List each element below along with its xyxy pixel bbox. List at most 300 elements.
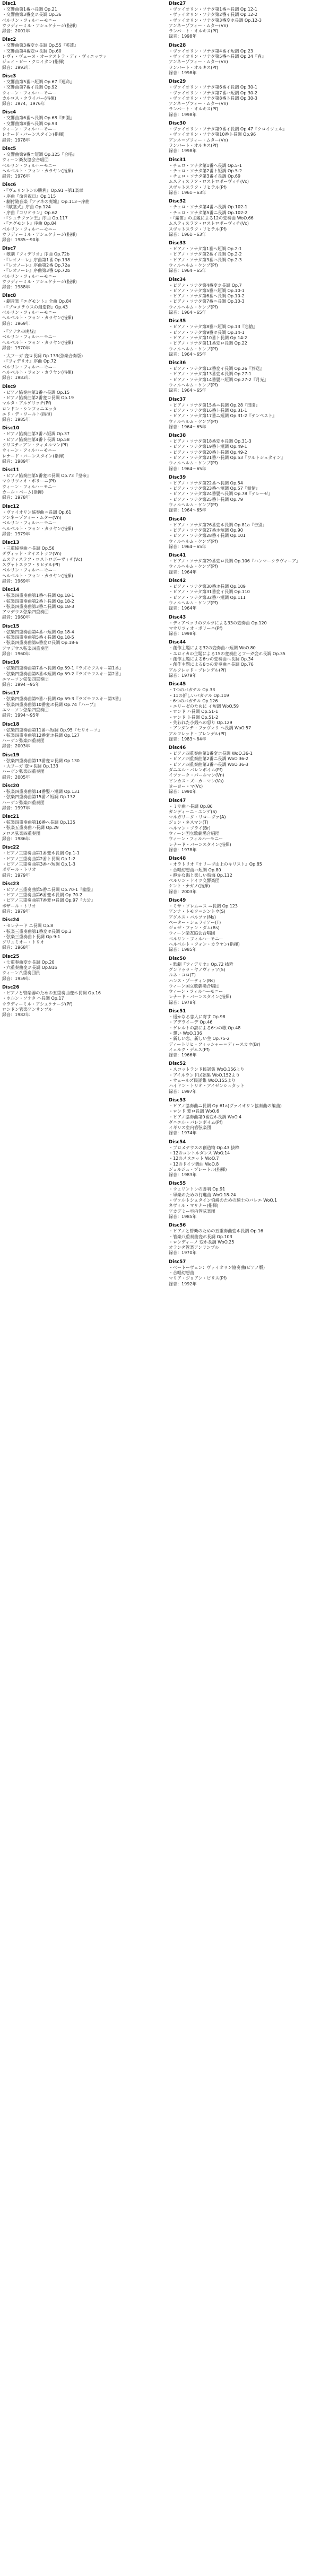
disc-line: ・ヴァイオリン協奏曲ニ長調 Op.61 bbox=[2, 509, 72, 515]
disc-line: 録音：1964〜65年 bbox=[169, 544, 206, 549]
disc-title: Disc49 bbox=[169, 898, 186, 903]
disc-line: ・ピアノ・ソナタ第7番ニ長調 Op.10-3 bbox=[169, 299, 245, 304]
disc-line: ・『ヴェリントンの勝利』Op.91〜第1楽章 bbox=[2, 188, 83, 193]
disc-line: ・ディアベッリのワルツによる33の変奏曲 Op.120 bbox=[169, 620, 267, 625]
disc-line: ボザール・トリオ bbox=[2, 867, 36, 872]
disc-line: 録音：1978年 bbox=[169, 847, 197, 852]
disc-line: アンネ＝ゾフィー・ムター(Vn) bbox=[169, 59, 228, 65]
disc-entry bbox=[169, 121, 328, 154]
disc-line: ベルリン・フィルハーモニー bbox=[2, 17, 57, 23]
disc-line: ・ピアノ・ソナタ第22番ヘ長調 Op.54 bbox=[169, 480, 243, 486]
disc-line: ハーゲン弦楽四重奏団 bbox=[2, 738, 45, 744]
disc-line: レナード・バーンスタイン(指揮) bbox=[169, 842, 231, 847]
disc-line: 録音：1998年 bbox=[169, 112, 197, 117]
disc-line: アルフレッド・ブレンデル(Pf) bbox=[169, 731, 227, 736]
disc-line: ウィーン・フィルハーモニー bbox=[2, 127, 57, 132]
disc-line: ・静かな海と楽しい航海 Op.112 bbox=[169, 872, 232, 878]
disc-line: 録音：1960年 bbox=[2, 651, 30, 656]
disc-line: アンネ＝ゾフィー・ムター(Vn) bbox=[169, 23, 228, 28]
disc-title: Disc4 bbox=[2, 110, 16, 116]
disc-entry bbox=[2, 954, 161, 982]
disc-line: ・合唱幻想曲ハ短調 Op.80 bbox=[169, 867, 221, 872]
disc-title: Disc25 bbox=[2, 954, 20, 959]
disc-line: ウィルヘルム・ケンプ(Pf) bbox=[169, 383, 218, 388]
disc-line: ・ヴァイオリン・ソナタ第1番ニ長調 Op.12-1 bbox=[169, 7, 257, 12]
disc-title: Disc42 bbox=[169, 578, 186, 584]
disc-line: ・ピアノ・ソナタ第27番ホ短調 Op.90 bbox=[169, 527, 243, 533]
disc-entry bbox=[2, 504, 161, 537]
disc-line: ・六重奏曲変ホ長調 Op.81b bbox=[2, 965, 57, 971]
disc-line: 録音：1964〜65年 bbox=[169, 268, 206, 274]
disc-title: Disc51 bbox=[169, 1009, 186, 1014]
disc-title: Disc20 bbox=[2, 783, 20, 789]
disc-line: ムスティスラフ・ロストロポーヴィチ(Vc) bbox=[169, 179, 249, 184]
disc-line: ・ヴァイオリン・ソナタ第3番変ホ長調 Op.12-3 bbox=[169, 17, 262, 23]
disc-line: ・チェロ・ソナタ第5番ニ長調 Op.102-2 bbox=[169, 210, 248, 215]
disc-entry bbox=[169, 1181, 328, 1220]
disc-title: Disc32 bbox=[169, 199, 186, 205]
disc-line: ベルリン・フィルハーモニー bbox=[2, 226, 57, 232]
disc-line: ・ピアノ三重奏曲第7番変ロ長調 Op.97『大公』 bbox=[2, 898, 96, 903]
disc-line: ・プロメテウスの創造物 Op.43 抜粋 bbox=[169, 1145, 239, 1150]
disc-line: ・交響曲第9番ニ短調 Op.125『合唱』 bbox=[2, 152, 77, 157]
disc-line: 録音：1970年 bbox=[169, 1250, 197, 1256]
disc-line: ・歌劇『フィデリオ』序曲 Op.72b bbox=[2, 252, 70, 257]
disc-line: ・弦楽四重奏曲第5番イ長調 Op.18-5 bbox=[2, 635, 74, 640]
disc-title: Disc29 bbox=[169, 79, 186, 85]
disc-line: ・七重奏曲変ホ長調 Op.20 bbox=[2, 959, 55, 965]
disc-line: スヴャトスラフ・リヒテル(Pf) bbox=[2, 562, 60, 568]
disc-line: ・ヴァイオリン・ソナタ第2番イ長調 Op.12-2 bbox=[169, 12, 257, 17]
disc-line: 録音：1968年 bbox=[2, 945, 30, 950]
disc-line: ランバート・オルキス(Pf) bbox=[169, 107, 219, 112]
disc-line: マルガリータ・リローヴァ(A) bbox=[169, 815, 226, 820]
disc-entry bbox=[2, 146, 161, 179]
left-column bbox=[2, 1, 161, 1021]
disc-entry bbox=[2, 1, 161, 34]
disc-entry bbox=[169, 79, 328, 118]
disc-line: ウィーン楽友協会合唱団 bbox=[2, 157, 49, 163]
disc-line: レナード・バーンスタイン(指揮) bbox=[169, 994, 231, 1000]
disc-line: ・ピアノ協奏曲第5番変ホ長調 Op.73『皇帝』 bbox=[2, 473, 91, 479]
disc-line: 録音：2005年 bbox=[2, 774, 30, 780]
disc-line: ベルリン・フィルハーモニー bbox=[169, 936, 223, 941]
disc-entry bbox=[169, 319, 328, 357]
disc-line: ・7つのバガテル Op.33 bbox=[169, 687, 215, 693]
disc-line: 録音：1994〜95年 bbox=[2, 682, 40, 687]
disc-line: ・弦楽四重奏曲第11番ヘ短調 Op.95『セリオーソ』 bbox=[2, 727, 102, 733]
disc-entry bbox=[169, 856, 328, 895]
disc-line: イギリス室内管弦楽団 bbox=[169, 1125, 211, 1131]
disc-line: ・想い WoO.136 bbox=[169, 1030, 202, 1036]
disc-line: アンネ＝ゾフィー・ムター(Vn) bbox=[2, 515, 62, 520]
disc-title: Disc55 bbox=[169, 1181, 186, 1187]
disc-line: ・エリーゼのために イ短調 WoO.59 bbox=[169, 704, 239, 709]
disc-line: ・創作主題による6つの変奏曲ニ長調 Op.76 bbox=[169, 662, 254, 667]
disc-line: アルフレッド・ブレンデル(Pf) bbox=[169, 667, 227, 673]
disc-entry bbox=[169, 397, 328, 430]
disc-entry bbox=[169, 241, 328, 274]
disc-entry bbox=[2, 753, 161, 780]
disc-line: ・ピアノ・ソナタ第1番ヘ短調 Op.2-1 bbox=[169, 246, 242, 252]
disc-line: ヘルベルト・フォン・カラヤン(指揮) bbox=[2, 573, 73, 578]
disc-entry bbox=[169, 1, 328, 40]
disc-line: ・ピアノ・ソナタ第8番ハ短調 Op.13『悲愴』 bbox=[169, 324, 257, 330]
disc-line: ・ピアノ・ソナタ第23番ヘ短調 Op.57『熱情』 bbox=[169, 486, 260, 491]
disc-line: 録音：1989年 bbox=[2, 458, 30, 464]
disc-line: ・ロンド 変ロ長調 WoO.6 bbox=[169, 1109, 220, 1114]
disc-line: 録音：1985年 bbox=[2, 417, 30, 422]
disc-title: Disc9 bbox=[2, 384, 16, 390]
disc-line: 録音：1998年 bbox=[169, 631, 197, 637]
disc-line: スヴャトスラフ・リヒテル(Pf) bbox=[169, 184, 227, 190]
disc-line: ・ピアノ・ソナタ第29番変ロ長調 Op.106『ハンマークラヴィーア』 bbox=[169, 559, 300, 564]
disc-line: 録音：1994〜95年 bbox=[2, 713, 40, 718]
disc-line: ・12のコントルダンス WoO.14 bbox=[169, 1150, 230, 1155]
disc-line: ・ピアノ・ソナタ第17番ニ短調 Op.31-2『テンペスト』 bbox=[169, 413, 277, 419]
disc-line: 録音：1992年 bbox=[169, 1281, 197, 1286]
disc-title: Disc1 bbox=[2, 1, 16, 6]
disc-line: ムスティスラフ・ロストロポーヴィチ(Vc) bbox=[169, 221, 249, 226]
disc-line: ・交響曲第6番ヘ長調 Op.68『田園』 bbox=[2, 116, 74, 121]
disc-line: オランダ管楽アンサンブル bbox=[169, 1245, 219, 1250]
disc-line: ウィルヘルム・ケンプ(Pf) bbox=[169, 564, 218, 569]
disc-entry bbox=[169, 615, 328, 637]
disc-entry bbox=[169, 277, 328, 316]
disc-line: ・軍楽のための行進曲 WoO.18-24 bbox=[169, 1192, 236, 1197]
disc-line: マリア・ジョアン・ピリス(Pf) bbox=[169, 1276, 227, 1281]
disc-line: 録音：1969年 bbox=[2, 321, 30, 326]
disc-title: Disc19 bbox=[2, 752, 20, 758]
disc-line: ・ピアノと管楽のための五重奏曲変ホ長調 Op.16 bbox=[169, 1229, 263, 1234]
disc-line: ・大フーガ 変ロ長調 Op.133(弦楽合奏版) bbox=[2, 354, 83, 359]
disc-line: ・ピアノ・ソナタ第13番変ホ長調 Op.27-1 bbox=[169, 372, 252, 377]
disc-line: エド・デ・ワールト(指揮) bbox=[2, 411, 53, 417]
disc-title: Disc5 bbox=[2, 146, 16, 152]
disc-title: Disc22 bbox=[2, 845, 20, 851]
disc-line: ベルリン・フィルハーモニー bbox=[2, 521, 57, 526]
disc-line: ・交響曲第3番変ホ長調 Op.55『英雄』 bbox=[2, 43, 79, 48]
disc-line: ・ピアノ・ソナタ第3番ハ長調 Op.2-3 bbox=[169, 257, 242, 262]
disc-line: ベルリン・フィルハーモニー bbox=[2, 568, 57, 573]
disc-entry bbox=[2, 845, 161, 878]
disc-title: Disc11 bbox=[2, 467, 20, 473]
disc-line: ・ピアノ三重奏曲第1番変ホ長調 Op.1-1 bbox=[2, 851, 80, 856]
disc-line: ペーター・シュライアー(T) bbox=[169, 920, 221, 925]
disc-line: ダニエル・バレンボイム(Pf) bbox=[169, 1119, 223, 1125]
disc-line: ・ピアノ協奏曲第3番ハ短調 Op.37 bbox=[2, 431, 70, 437]
disc-line: スヴャトスラフ・リヒテル(Pf) bbox=[169, 226, 227, 232]
disc-line: ベルリン・フィルハーモニー bbox=[2, 334, 57, 340]
disc-line: ヘルマン・プライ(Br) bbox=[169, 825, 211, 831]
disc-line: ハンス・ゾーティン(Bs) bbox=[169, 978, 215, 983]
disc-line: ・『エグモント』序曲 Op.84 bbox=[2, 221, 57, 226]
disc-title: Disc13 bbox=[2, 540, 20, 546]
disc-entry bbox=[169, 798, 328, 853]
disc-line: ・『レオノーレ』序曲第3番 Op.72b bbox=[2, 268, 70, 274]
disc-entry bbox=[2, 783, 161, 811]
disc-title: Disc18 bbox=[2, 721, 20, 727]
disc-line: ・ピアノ・ソナタ第32番ハ短調 Op.111 bbox=[169, 595, 246, 600]
disc-title: Disc6 bbox=[2, 182, 16, 188]
disc-entry bbox=[2, 587, 161, 620]
disc-line: ウィルヘルム・ケンプ(Pf) bbox=[169, 419, 218, 424]
disc-entry bbox=[2, 426, 161, 464]
disc-line: ボザール・トリオ bbox=[2, 903, 36, 908]
disc-title: Disc39 bbox=[169, 474, 186, 480]
disc-line: ・弦楽三重奏曲ト長調 Op.9-1 bbox=[2, 934, 60, 939]
disc-entry bbox=[2, 660, 161, 687]
disc-title: Disc46 bbox=[169, 745, 186, 751]
disc-title: Disc2 bbox=[2, 37, 16, 43]
disc-line: ・交響曲第3番変ホ長調 Op.36 bbox=[2, 12, 62, 17]
disc-line: ウィルヘルム・ケンプ(Pf) bbox=[169, 461, 218, 466]
disc-line: ウラディーミル・アシュケナージ(指揮) bbox=[2, 23, 77, 28]
disc-entry bbox=[2, 293, 161, 381]
disc-entry bbox=[2, 691, 161, 718]
disc-line: ・弦楽四重奏曲第13番変ロ長調 Op.130 bbox=[2, 758, 80, 763]
disc-line: ネヴィル・マリナー(指揮) bbox=[169, 1203, 219, 1208]
disc-line: 録音：1974、1976年 bbox=[2, 101, 45, 107]
disc-line: ダヴィッド・オイストラフ(Vn) bbox=[2, 551, 62, 557]
disc-entry bbox=[2, 182, 161, 243]
disc-entry bbox=[169, 745, 328, 795]
disc-line: 録音：1997年 bbox=[169, 1089, 197, 1094]
disc-line: 録音：1959年 bbox=[2, 976, 30, 981]
disc-title: Disc7 bbox=[2, 246, 16, 252]
disc-title: Disc27 bbox=[169, 1, 186, 6]
disc-title: Disc34 bbox=[169, 277, 186, 283]
disc-line: 録音：1979年 bbox=[169, 673, 197, 678]
disc-line: ウィーン・フィルハーモニー bbox=[2, 484, 57, 489]
disc-entry bbox=[169, 199, 328, 237]
disc-line: ヘルベルト・フォン・カラヤン(指揮) bbox=[2, 168, 73, 173]
disc-title: Disc3 bbox=[2, 73, 16, 79]
disc-line: 録音：1990年 bbox=[169, 789, 197, 795]
disc-title: Disc37 bbox=[169, 396, 186, 402]
disc-line: グンドゥラ・ヤノヴィッツ(S) bbox=[169, 967, 226, 972]
disc-line: ウィーン国立歌劇場合唱団 bbox=[169, 831, 220, 836]
disc-line: 録音：2003年 bbox=[2, 744, 30, 749]
disc-line: ・交響曲第7番イ長調 Op.92 bbox=[2, 85, 57, 90]
disc-line: アグネス・バルツァ(Ms) bbox=[169, 914, 216, 920]
disc-line: ウィルヘルム・ケンプ(Pf) bbox=[169, 502, 218, 508]
disc-line: ウィーン国立歌劇場合唱団 bbox=[169, 983, 220, 989]
disc-line: ・『献堂式』序曲 Op.124 bbox=[2, 205, 51, 210]
disc-line: 録音：1983年 bbox=[169, 1172, 197, 1178]
disc-line: 録音：1978年 bbox=[2, 137, 30, 143]
disc-line: ・ピアノ四重奏曲第1番変ホ長調 WoO.36-1 bbox=[169, 751, 253, 756]
disc-line: 録音：1979年 bbox=[2, 909, 30, 914]
disc-line: 録音：1964〜65年 bbox=[169, 508, 206, 513]
disc-line: ・新しい恋、新しい生 Op.75-2 bbox=[169, 1036, 230, 1042]
disc-line: 録音：1979年 bbox=[2, 531, 30, 536]
disc-line: ・チェロ・ソナタ第1番ヘ長調 Op.5-1 bbox=[169, 163, 242, 168]
disc-line: ・『レオノーレ』序曲第2番 Op.72a bbox=[2, 262, 70, 268]
disc-line: ・ヴァイオリン・ソナタ第4番イ短調 Op.23 bbox=[169, 48, 254, 54]
disc-line: アカデミー室内管弦楽団 bbox=[169, 1208, 215, 1214]
disc-entry bbox=[169, 1098, 328, 1136]
disc-line: ・ピアノ協奏曲第1番ハ長調 Op.15 bbox=[2, 390, 70, 395]
disc-line: ・『魔笛』の主題による12の変奏曲 WoO.66 bbox=[169, 215, 254, 220]
disc-line: 録音：1976年 bbox=[2, 174, 30, 179]
disc-line: 録音：1970年 bbox=[2, 345, 30, 350]
disc-line: ・ピアノ三重奏曲第6番変ホ長調 Op.70-2 bbox=[2, 893, 83, 898]
disc-entry bbox=[2, 918, 161, 950]
disc-line: マウリツィオ・ポリーニ(Pf) bbox=[2, 479, 56, 484]
disc-line: ・大フーガ 変ロ長調 Op.133 bbox=[2, 764, 58, 769]
disc-line: ウィーン楽友協会合唱団 bbox=[169, 931, 215, 936]
disc-line: レナード・バーンスタイン(指揮) bbox=[2, 132, 65, 137]
disc-line: ・チェロ・ソナタ第3番イ長調 Op.69 bbox=[169, 174, 241, 179]
disc-title: Disc54 bbox=[169, 1139, 186, 1145]
disc-line: ・交響曲第1番ハ長調 Op.21 bbox=[2, 7, 57, 12]
disc-entry bbox=[2, 540, 161, 584]
disc-entry bbox=[2, 881, 161, 914]
disc-line: ・ピアノ・ソナタ第24番嬰ヘ長調 Op.78『テレーゼ』 bbox=[169, 491, 273, 497]
disc-line: マウリツィオ・ポリーニ(Pf) bbox=[169, 625, 223, 631]
disc-line: ・ピアノ・ソナタ第6番ヘ長調 Op.10-2 bbox=[169, 294, 245, 299]
disc-line: ジョン・ネスマン(T) bbox=[169, 820, 209, 825]
disc-line: ・ピアノ三重奏曲第2番ト長調 Op.1-2 bbox=[2, 856, 75, 861]
disc-line: 録音：1988年 bbox=[2, 285, 30, 290]
disc-entry bbox=[2, 384, 161, 423]
disc-line: ・序曲『命名祝日』Op.115 bbox=[2, 193, 56, 199]
disc-line: ・セレナード ニ長調 Op.8 bbox=[2, 923, 54, 929]
disc-entry bbox=[2, 985, 161, 1018]
disc-line: ・ヴァルトシュタイン伯爵のための騎士のバレエ WoO.1 bbox=[169, 1198, 278, 1203]
disc-line: ハーゲン弦楽四重奏団 bbox=[2, 800, 45, 805]
disc-line: ジョゼ・ファン・ダム(Bs) bbox=[169, 925, 220, 931]
disc-line: 録音：1979年 bbox=[2, 872, 30, 878]
disc-line: 録音：1998年 bbox=[169, 148, 197, 154]
disc-title: Disc38 bbox=[169, 433, 186, 439]
disc-line: 録音：1978年 bbox=[169, 1000, 197, 1005]
disc-line: ・ピアノ四重奏曲第2番ニ長調 WoO.36-2 bbox=[169, 756, 248, 762]
disc-line: レナード・バーンスタイン(指揮) bbox=[2, 453, 65, 458]
disc-entry bbox=[2, 467, 161, 500]
disc-line: ヨーヨー・マ(Vc) bbox=[169, 783, 203, 789]
disc-line: ヘルベルト・フォン・カラヤン(指揮) bbox=[2, 370, 73, 375]
disc-entry bbox=[169, 578, 328, 611]
disc-line: ・弦楽四重奏曲第15番イ短調 Op.132 bbox=[2, 795, 75, 800]
disc-entry bbox=[169, 1140, 328, 1178]
disc-line: カルロス・クライバー(指揮) bbox=[2, 95, 56, 101]
disc-line: レヴィ・ヴェーヌ・オーケストラ・ディ・ヴィエッツァ bbox=[2, 54, 107, 59]
disc-line: イツァーク・パールマン(Vn) bbox=[169, 773, 224, 778]
disc-line: ・劇音楽『エグモント』全曲 Op.84 bbox=[2, 299, 72, 304]
disc-line: イェルク・デムス(Pf) bbox=[169, 1047, 210, 1052]
disc-line: ・ピアノ・ソナタ第11番変ロ長調 Op.22 bbox=[169, 341, 247, 346]
disc-line: 録音：1964年 bbox=[169, 569, 197, 575]
disc-line: ランバート・オルキス(Pf) bbox=[169, 65, 219, 70]
disc-line: 録音：1998年 bbox=[169, 70, 197, 75]
disc-entry bbox=[169, 553, 328, 575]
disc-line: ガンディーニ・ユンゲ(S) bbox=[169, 809, 217, 814]
disc-line: ・弦楽四重奏曲第4番ハ短調 Op.18-4 bbox=[2, 629, 74, 634]
right-column bbox=[169, 1, 328, 1290]
disc-line: ・アイルランド民謡集 WoO.152より bbox=[169, 1072, 240, 1078]
disc-line: 録音：1964〜65年 bbox=[169, 466, 206, 471]
disc-entry bbox=[169, 682, 328, 742]
disc-title: Disc17 bbox=[2, 691, 20, 696]
disc-title: Disc23 bbox=[2, 881, 20, 887]
disc-line: ・ウェールズ民謡集 WoO.155より bbox=[169, 1078, 236, 1083]
disc-line: ・ヴァイオリン・ソナタ第9番イ長調 Op.47『クロイツェル』 bbox=[169, 127, 287, 132]
disc-line: ハーゲン弦楽四重奏団 bbox=[2, 769, 45, 774]
disc-entry bbox=[2, 37, 161, 70]
disc-line: ムスティスラフ・ロストロポーヴィチ(Vc) bbox=[2, 557, 82, 562]
disc-line: 録音：1997年 bbox=[2, 805, 30, 810]
disc-line: ・ヴァイオリン・ソナタ第5番ヘ長調 Op.24『春』 bbox=[169, 54, 266, 59]
disc-line: 録音：1983〜84年 bbox=[169, 736, 206, 742]
disc-line: ・交響曲第5番ハ短調 Op.67『運命』 bbox=[2, 79, 74, 84]
disc-line: ・12のドイツ舞曲 WoO.8 bbox=[169, 1161, 219, 1167]
disc-line: ・ミサ・ソレムニス ニ長調 Op.123 bbox=[169, 904, 238, 908]
disc-entry bbox=[2, 722, 161, 749]
disc-line: ・弦楽四重奏曲第16番ヘ長調 Op.135 bbox=[2, 820, 75, 825]
disc-line: ・ヴァイオリン・ソナタ第7番ハ短調 Op.30-2 bbox=[169, 90, 257, 95]
disc-line: ウィーン・フィルハーモニー bbox=[2, 448, 57, 453]
disc-line: ・交響曲第8番ヘ長調 Op.93 bbox=[2, 121, 57, 126]
disc-line: ジョルジュ・プレートル(指揮) bbox=[169, 1167, 227, 1172]
disc-line: ・弦楽四重奏曲第1番ヘ長調 Op.18-1 bbox=[2, 593, 74, 598]
disc-title: Disc35 bbox=[169, 319, 186, 324]
disc-entry bbox=[169, 1259, 328, 1287]
disc-line: ケント・ナガノ(指揮) bbox=[169, 884, 210, 889]
disc-entry bbox=[2, 624, 161, 657]
disc-line: メロス弦楽四重奏団 bbox=[2, 831, 40, 836]
disc-line: ・弦楽三重奏曲第1番変ホ長調 Op.3 bbox=[2, 929, 72, 934]
disc-line: ウィーン・フィルハーモニー bbox=[2, 90, 57, 95]
disc-line: ウィルヘルム・ケンプ(Pf) bbox=[169, 539, 218, 544]
disc-line: 録音：2003年 bbox=[169, 889, 197, 894]
disc-line: エマーソン弦楽四重奏団 bbox=[2, 707, 49, 712]
disc-line: ・ピアノ・ソナタ第26番変ホ長調 Op.81a『告別』 bbox=[169, 522, 267, 527]
disc-line: アンネ＝ゾフィー・ムター(Vn) bbox=[169, 137, 228, 143]
disc-line: 録音：1964年 bbox=[169, 606, 197, 611]
disc-line: ・ピアノ四重奏曲第3番ハ長調 WoO.36-3 bbox=[169, 762, 248, 767]
disc-title: Disc15 bbox=[2, 623, 20, 629]
disc-line: 録音：1986年 bbox=[2, 836, 30, 842]
disc-line: ・ピアノ協奏曲第0番変ホ長調 WoO.4 bbox=[169, 1114, 241, 1119]
disc-line: 録音：2001年 bbox=[2, 29, 30, 34]
disc-line: エマーソン弦楽四重奏団 bbox=[2, 676, 49, 682]
disc-entry bbox=[169, 956, 328, 1005]
disc-line: 録音：1998年 bbox=[169, 34, 197, 39]
disc-line: ・チェロ・ソナタ第4番ハ長調 Op.102-1 bbox=[169, 205, 248, 210]
disc-title: Disc12 bbox=[2, 504, 20, 509]
disc-line: ・ピアノと管楽器のための五重奏曲変ホ長調 Op.16 bbox=[2, 990, 101, 995]
disc-line: ・チェロ・ソナタ第2番ト短調 Op.5-2 bbox=[169, 168, 242, 173]
disc-line: アマデウス弦楽四重奏団 bbox=[2, 646, 49, 651]
disc-line: ・ピアノ・ソナタ第5番ハ短調 Op.10-1 bbox=[169, 288, 245, 293]
disc-entry bbox=[169, 475, 328, 514]
disc-line: ・ウェリントンの勝利 Op.91 bbox=[169, 1187, 226, 1192]
disc-line: ベルリン・フィルハーモニー bbox=[2, 274, 57, 279]
disc-line: クリスティアン・ツィメルマン(Pf) bbox=[2, 443, 68, 447]
disc-entry bbox=[169, 1061, 328, 1094]
disc-title: Disc8 bbox=[2, 293, 16, 299]
disc-line: ランバート・オルキス(Pf) bbox=[169, 29, 219, 34]
disc-line: ピンカス・ズーカーマン(Va) bbox=[169, 778, 224, 783]
disc-line: ・ピアノ・ソナタ第2番イ長調 Op.2-2 bbox=[169, 252, 242, 257]
disc-entry bbox=[169, 360, 328, 393]
disc-line: 録音：1978年 bbox=[2, 495, 30, 500]
disc-line: ・創作主題による6つの変奏曲ヘ長調 Op.34 bbox=[169, 657, 254, 662]
disc-line: ベルリン・ドイツ交響楽団 bbox=[169, 878, 220, 884]
disc-line: ・ベートーヴェン：ヴァイオリン協奏曲(ピアノ版) bbox=[169, 1265, 265, 1270]
